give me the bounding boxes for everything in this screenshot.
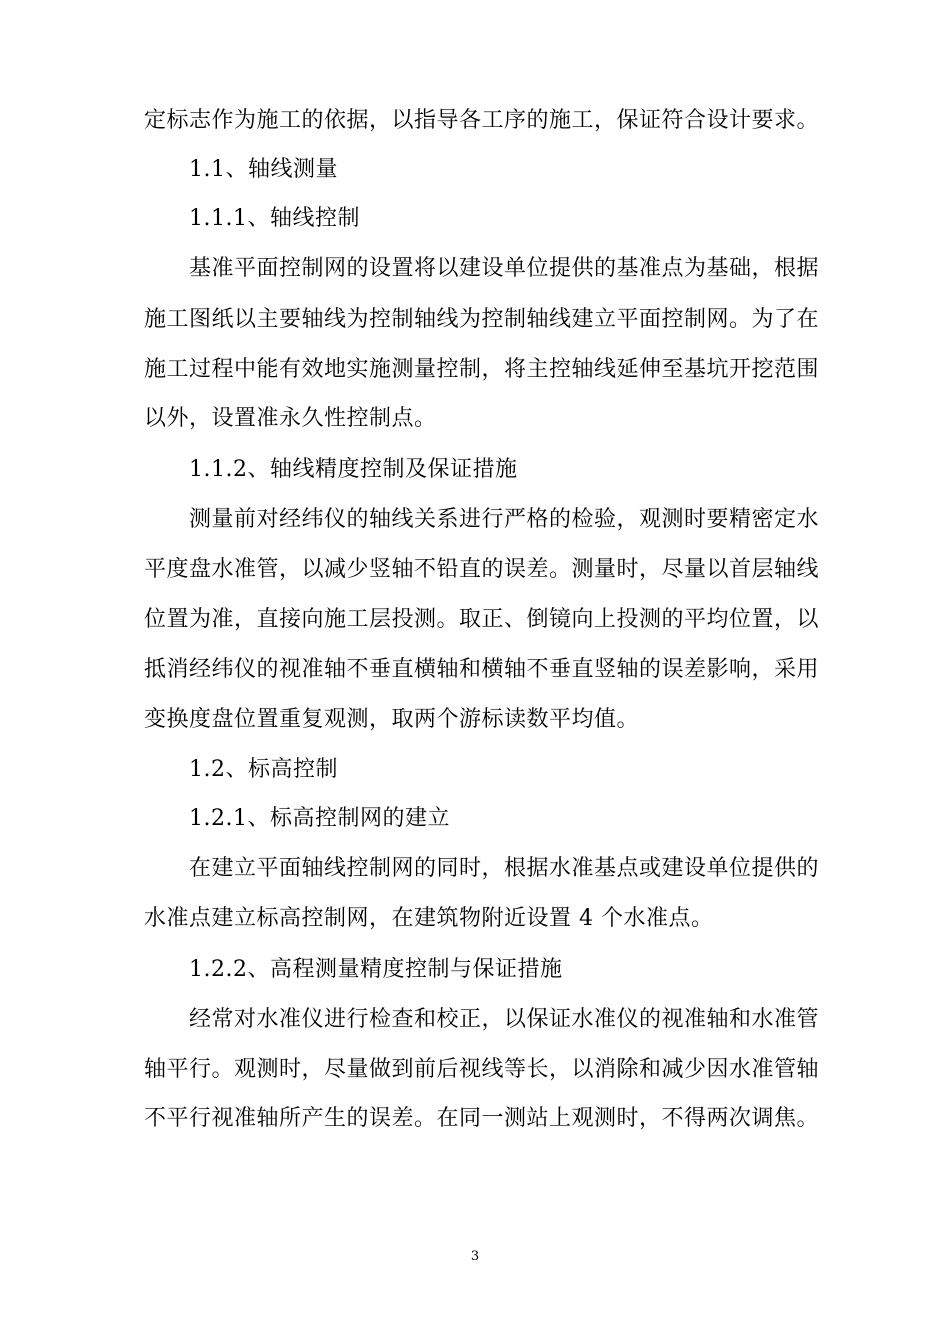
paragraph-line: 基准平面控制网的设置将以建设单位提供的基准点为基础，根据 — [189, 256, 820, 281]
paragraph-line: 不平行视准轴所产生的误差。在同一测站上观测时，不得两次调焦。 — [144, 1106, 820, 1131]
page-number: 3 — [470, 1249, 480, 1264]
paragraph-line: 轴平行。观测时，尽量做到前后视线等长，以消除和减少因水准管轴 — [144, 1057, 820, 1082]
paragraph-line: 测量前对经纬仪的轴线关系进行严格的检验，观测时要精密定水 — [189, 507, 820, 532]
subsection-heading: 1.1.1、轴线控制 — [189, 206, 360, 231]
paragraph-line: 施工过程中能有效地实施测量控制，将主控轴线延伸至基坑开挖范围 — [144, 357, 820, 382]
paragraph-line: 以外，设置准永久性控制点。 — [144, 406, 437, 431]
paragraph-line: 变换度盘位置重复观测，取两个游标读数平均值。 — [144, 707, 640, 732]
paragraph-line: 水准点建立标高控制网，在建筑物附近设置 4 个水准点。 — [144, 906, 714, 931]
paragraph-line: 施工图纸以主要轴线为控制轴线为控制轴线建立平面控制网。为了在 — [144, 307, 820, 332]
paragraph-line: 平度盘水准管，以减少竖轴不铅直的误差。测量时，尽量以首层轴线 — [144, 557, 820, 582]
subsection-heading: 1.1.2、轴线精度控制及保证措施 — [189, 457, 518, 482]
paragraph-line: 定标志作为施工的依据，以指导各工序的施工，保证符合设计要求。 — [144, 108, 820, 133]
paragraph-line: 抵消经纬仪的视准轴不垂直横轴和横轴不垂直竖轴的误差影响，采用 — [144, 657, 820, 682]
paragraph-line: 经常对水准仪进行检查和校正，以保证水准仪的视准轴和水准管 — [189, 1007, 820, 1032]
subsection-heading: 1.2.1、标高控制网的建立 — [189, 806, 450, 831]
paragraph-line: 位置为准，直接向施工层投测。取正、倒镜向上投测的平均位置，以 — [144, 607, 820, 632]
subsection-heading: 1.2.2、高程测量精度控制与保证措施 — [189, 957, 563, 982]
paragraph-line: 在建立平面轴线控制网的同时，根据水准基点或建设单位提供的 — [189, 856, 820, 881]
section-heading: 1.2、标高控制 — [189, 757, 338, 782]
section-heading: 1.1、轴线测量 — [189, 157, 338, 182]
